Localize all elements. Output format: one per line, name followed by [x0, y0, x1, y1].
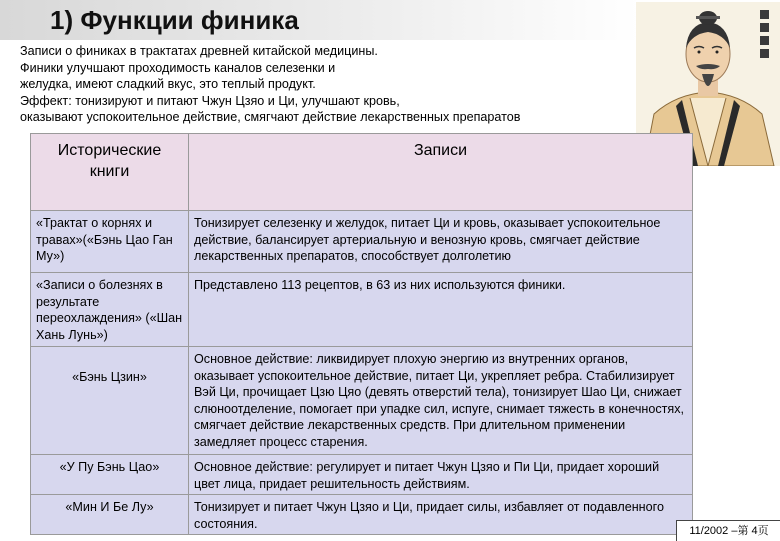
intro-text: [20, 43, 620, 126]
table-header-row: [31, 134, 693, 211]
book-cell: [31, 347, 189, 455]
header-records: Записи: [189, 134, 693, 211]
header-books: Исторические книги: [31, 134, 189, 211]
record-cell: Основное действие: ликвидирует плохую энергию из внутренних органов, оказывает успокоительное действие, питает Ци, укрепляет ребра. Стабилизирует Вэй Ци, прочищает Цзю Цяо (девять отверстий тела), тонизирует Шао Ци, снижает слюноотделение, помогает при упадке сил, испуге, снимает тяжесть в конечностях, смягчает действие лекарственных средств. При длительном применении замедляет процесс старения.: [189, 347, 693, 455]
table-row: [31, 347, 693, 455]
book-cell: «Мин И Бе Лу»: [31, 495, 189, 535]
intro-line: Эффект: тонизируют и питают Чжун Цзяо и Ци, улучшают кровь,: [20, 93, 400, 108]
intro-line: желудка, имеют сладкий вкус, это теплый продукт.: [20, 77, 316, 91]
intro-line: оказывают успокоительное действие, смягчают действие лекарственных препаратов: [20, 110, 521, 124]
records-table: [30, 133, 693, 535]
page-title: 1) Функции финика: [50, 5, 299, 35]
record-cell: Тонизирует и питает Чжун Цзяо и Ци, придает силы, избавляет от подавленного состояния.: [189, 495, 693, 535]
record-cell: Основное действие: регулирует и питает Чжун Цзяо и Пи Ци, придает хороший цвет лица, придает решительность действиям.: [189, 455, 693, 495]
page-footer: 11/2002 –第 4页: [676, 520, 780, 541]
record-cell: Представлено 113 рецептов, в 63 из них используются финики.: [189, 273, 693, 347]
table-row: [31, 455, 693, 495]
intro-line: Записи о финиках в трактатах древней китайской медицины.: [20, 44, 378, 58]
book-cell: «У Пу Бэнь Цао»: [31, 455, 189, 495]
intro-line: Финики улучшают проходимость каналов селезенки и: [20, 60, 336, 75]
record-cell: Тонизирует селезенку и желудок, питает Ци и кровь, оказывает успокоительное действие, балансирует артериальную и венозную кровь, смягчает действие лекарственных препаратов, способствует долголетию: [189, 211, 693, 273]
table-row: [31, 273, 693, 347]
book-title: «Бэнь Цзин»: [72, 370, 147, 384]
table-row: [31, 495, 693, 535]
book-cell: «Трактат о корнях и травах»(«Бэнь Цао Ган Му»): [31, 211, 189, 273]
book-cell: «Записи о болезнях в результате переохлаждения» («Шан Хань Лунь»): [31, 273, 189, 347]
table-row: [31, 211, 693, 273]
